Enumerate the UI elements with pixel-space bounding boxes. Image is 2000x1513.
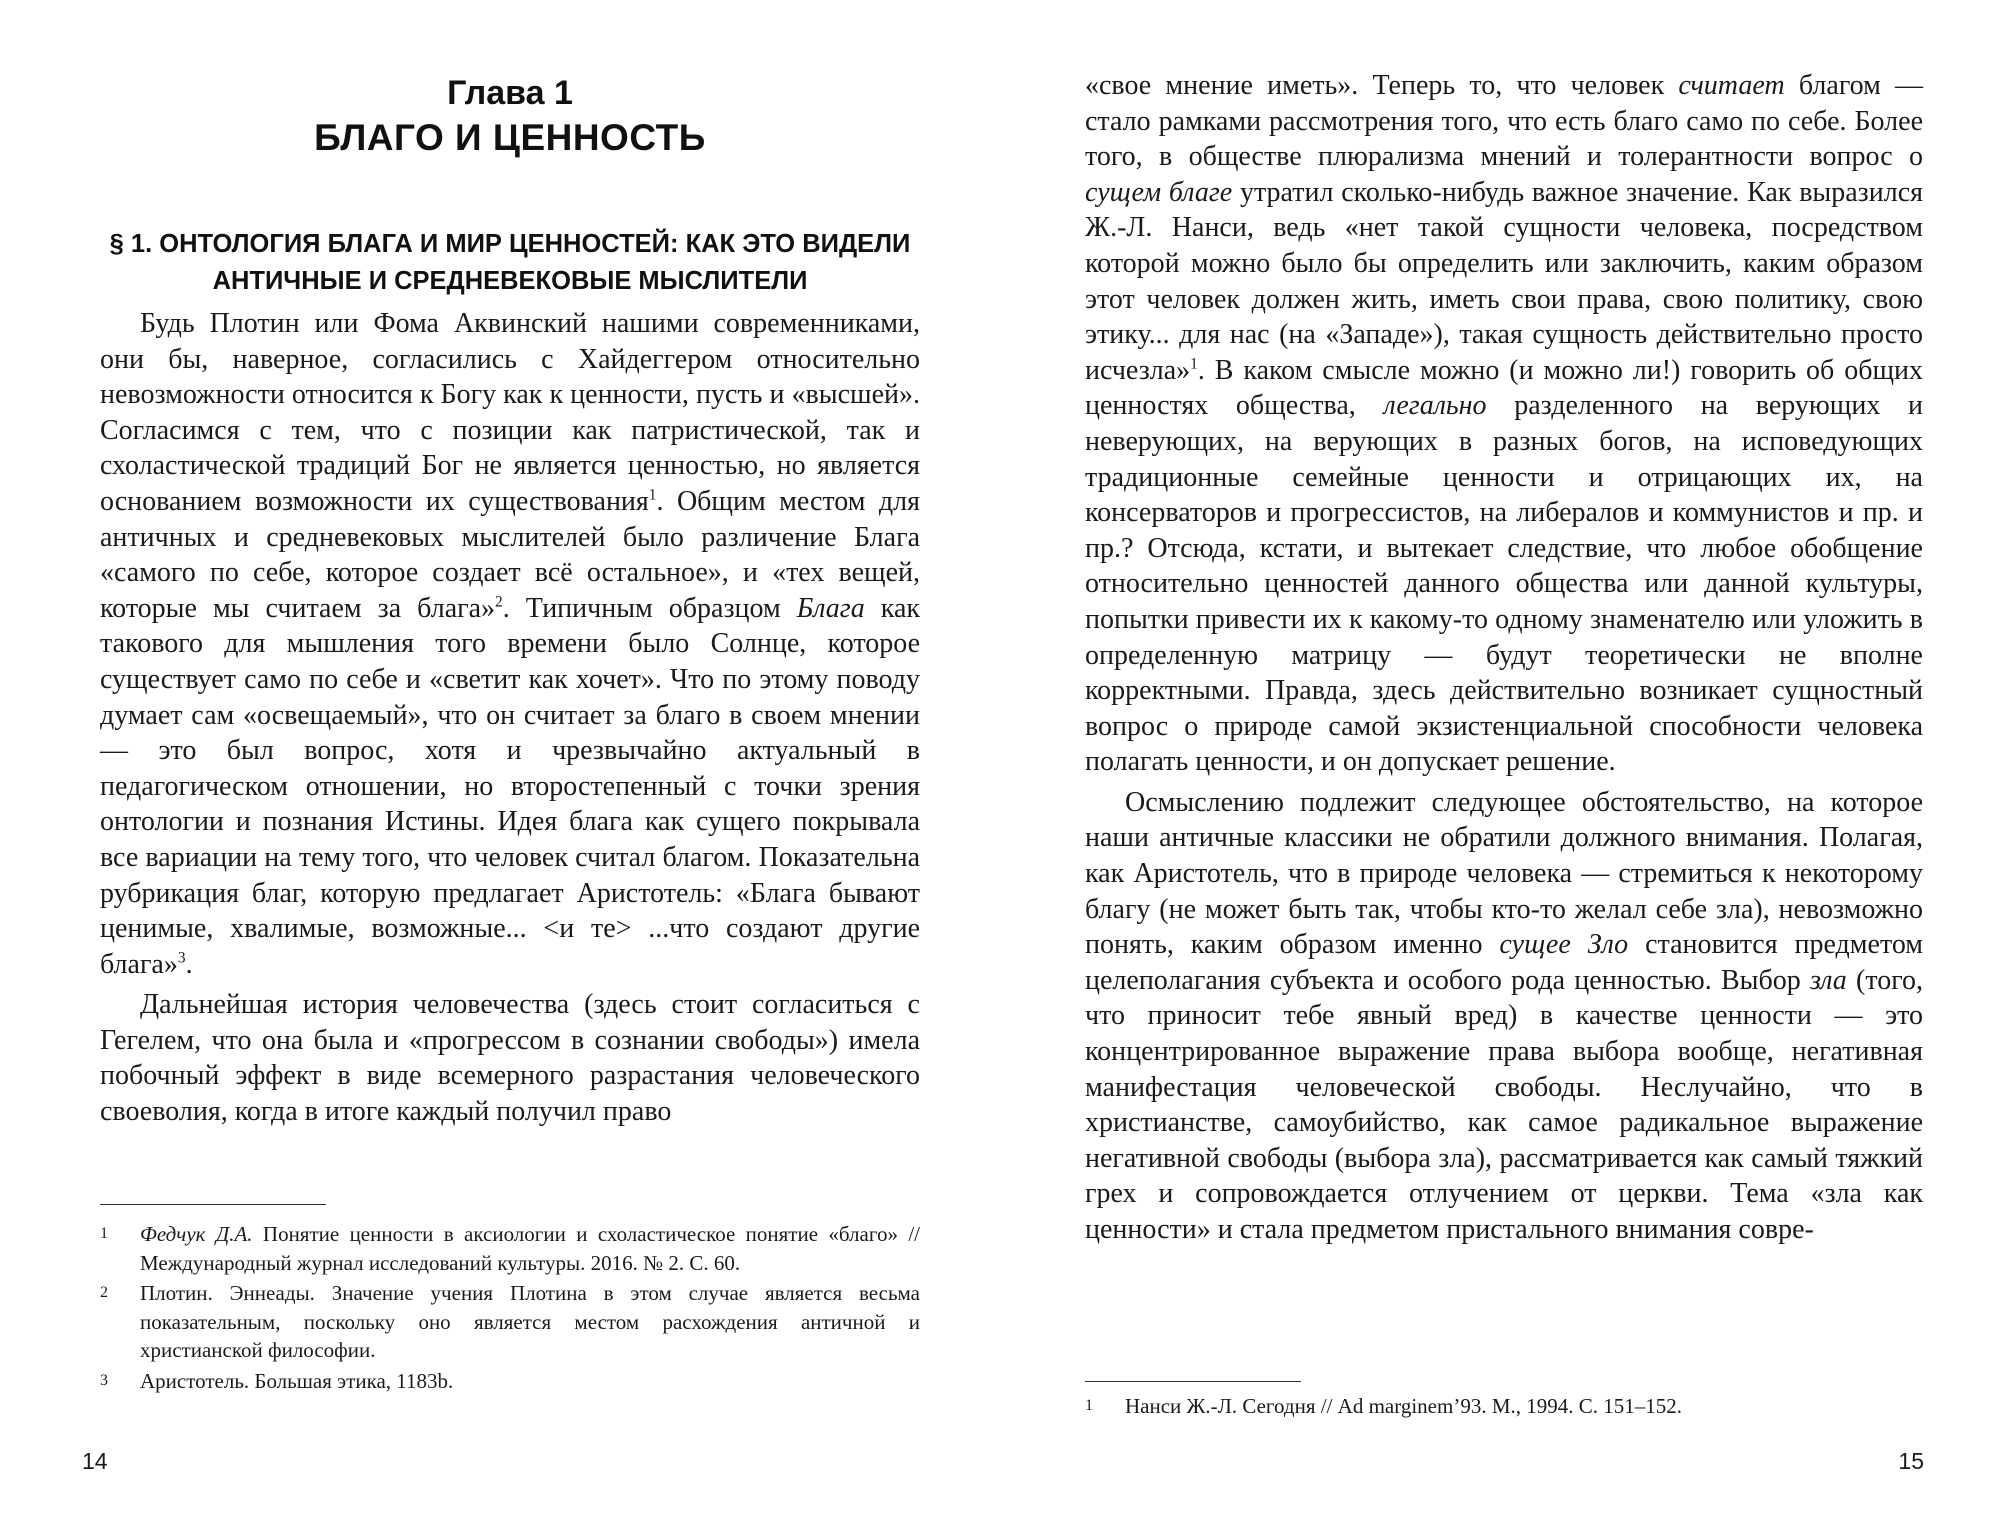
footnote <box>100 1220 920 1277</box>
text-run: . Общим местом для античных и средневековых мыслителей было различение Блага «самого по себе, которое создает всё остальное», и «тех вещей, которые мы считаем за блага» <box>100 485 920 624</box>
page-number: 15 <box>1898 1448 1924 1474</box>
footnote-ref[interactable]: 3 <box>177 949 186 967</box>
text-run: утратил сколько-нибудь важное значение. Как выразился Ж.-Л. Нанси, ведь «нет такой сущности человека, посредством которой можно было бы определить или заключить, каким образом этот человек должен жить, иметь свои права, свою политику, свою этику... для нас (на «Западе»), такая сущность действительно просто исчезла» <box>1085 176 1923 386</box>
text-run: Будь Плотин или Фома Аквинский нашими современниками, они бы, наверное, согласились с Хайдеггером относительно невозможности относится к Богу как к ценности, пусть и «высшей». Согласимся с тем, что с позиции как патристической, так и схоластической традиций Бог не является ценностью, но является основанием возможности их существования <box>100 308 920 517</box>
italic-term: зла <box>1809 964 1847 996</box>
paragraph: Дальнейшая история человечества (здесь стоит согласиться с Гегелем, что она была и «прогрессом в сознании свободы») имела побочный эффект в виде всемерного разрастания человеческого своеволия, когда в итоге каждый получил право <box>100 989 920 1128</box>
footnote-number: 1 <box>1085 1397 1093 1414</box>
chapter-number: Глава 1 <box>447 74 573 112</box>
italic-term: считает <box>1678 70 1785 101</box>
italic-term: Блага <box>796 592 865 624</box>
footnote-text: Понятие ценности в аксиологии и схоластическое понятие «благо» // Международный журнал исследований культуры. 2016. № 2. С. 60. <box>140 1222 920 1275</box>
footnote <box>1085 1392 1923 1421</box>
italic-term: сущее Зло <box>1499 929 1629 961</box>
section-title <box>100 226 920 300</box>
left-footnotes <box>100 1220 920 1397</box>
paragraph <box>1085 68 1923 780</box>
page-number: 14 <box>82 1448 108 1474</box>
italic-term: сущем благе <box>1085 176 1233 208</box>
footnote <box>100 1367 920 1396</box>
footnote-text: Нанси Ж.-Л. Сегодня // Ad marginem’93. М., 1994. С. 151–152. <box>1125 1394 1683 1418</box>
footnote-text: Аристотель. Большая этика, 1183b. <box>140 1368 454 1393</box>
footnote-divider <box>100 1204 326 1205</box>
footnote-ref[interactable]: 1 <box>648 486 657 504</box>
paragraph <box>1085 785 1923 1248</box>
footnote <box>100 1279 920 1365</box>
footnote-number: 1 <box>100 1225 108 1242</box>
section-title-line: § 1. ОНТОЛОГИЯ БЛАГА И МИР ЦЕННОСТЕЙ: КАК ЭТО ВИДЕЛИ <box>109 230 911 258</box>
footnote-number: 2 <box>100 1284 108 1301</box>
chapter-title: БЛАГО И ЦЕННОСТЬ <box>314 117 706 158</box>
text-run: как такового для мышления того времени было Солнце, которое существует само по себе и «светит как хочет». Что по этому поводу думает сам «освещаемый», что он считает за благо в своем мнении — это был вопрос, хотя и чрезвычайно актуальный в педагогическом отношении, но второстепенный с точки зрения онтологии и познания Истины. Идея блага как сущего покрывала все вариации на тему того, что человек считал благом. Показательна рубрикация благ, которую предлагает Аристотель: «Блага бывают ценимые, хвалимые, возможные... <и те> ...что создают другие блага» <box>100 592 920 980</box>
text-run: (того, что приносит тебе явный вред) в качестве ценности — это концентрированное выражение права выбора вообще, негативная манифестация человеческой свободы. Неслучайно, что в христианстве, самоубийство, как самое радикальное выражение негативной свободы (выбора зла), рассматривается как самый тяжкий грех и сопровождается отлучением от церкви. Тема «зла как ценности» и стала предметом пристального внимания совре- <box>1085 964 1923 1245</box>
text-run: разделенного на верующих и неверующих, на верующих в разных богов, на исповедующих традиционные семейные ценности и отрицающих их, на консерваторов и прогрессистов, на либералов и коммунистов и пр. и пр.? Отсюда, кстати, и вытекает следствие, что любое обобщение относительно ценностей данного общества или данной культуры, попытки привести их к какому-то одному знаменателю или уложить в определенную матрицу — будут теоретически не вполне корректными. Правда, здесь действительно возникает сущностный вопрос о природе самой экзистенциальной способности человека полагать ценности, и он допускает решение. <box>1085 390 1923 778</box>
italic-term: легально <box>1383 390 1487 422</box>
footnote-divider <box>1085 1381 1301 1382</box>
text-run: становится предметом целеполагания субъекта и особого рода ценностью. Выбор <box>1085 929 1924 996</box>
left-body-text <box>100 306 920 1135</box>
footnote-ref[interactable]: 2 <box>495 593 503 611</box>
footnote-author: Федчук Д.А. <box>140 1222 253 1246</box>
text-run: Осмыслению подлежит следующее обстоятельство, на которое наши античные классики не обратили должного внимания. Полагая, как Аристотель, что в природе человека — стремиться к некоторому благу (не может быть так, чтобы кто-то желал себе зла), невозможно понять, каким образом именно <box>1085 786 1923 961</box>
right-footnotes <box>1085 1392 1923 1423</box>
section-title-line: АНТИЧНЫЕ И СРЕДНЕВЕКОВЫЕ МЫСЛИТЕЛИ <box>212 267 808 295</box>
right-page <box>1085 0 1923 1513</box>
right-body-text <box>1085 68 1923 1253</box>
paragraph <box>100 306 920 982</box>
text-run: благом — стало рамками рассмотрения того, что есть благо само по себе. Более того, в обществе плюрализма мнений и толерантности вопрос о <box>1085 70 1923 173</box>
text-run: «свое мнение иметь». Теперь то, что человек <box>1085 70 1679 101</box>
text-run: . <box>185 948 193 980</box>
footnote-ref[interactable]: 1 <box>1190 355 1198 373</box>
left-page <box>82 0 920 1513</box>
text-run: . В каком смысле можно (и можно ли!) говорить об общих ценностях общества, <box>1085 354 1923 422</box>
footnote-number: 3 <box>100 1371 108 1389</box>
text-run: . Типичным образцом <box>502 592 797 624</box>
footnote-text: Плотин. Эннеады. Значение учения Плотина в этом случае является весьма показательным, поскольку оно является местом расхождения античной и христианской философии. <box>140 1281 920 1362</box>
